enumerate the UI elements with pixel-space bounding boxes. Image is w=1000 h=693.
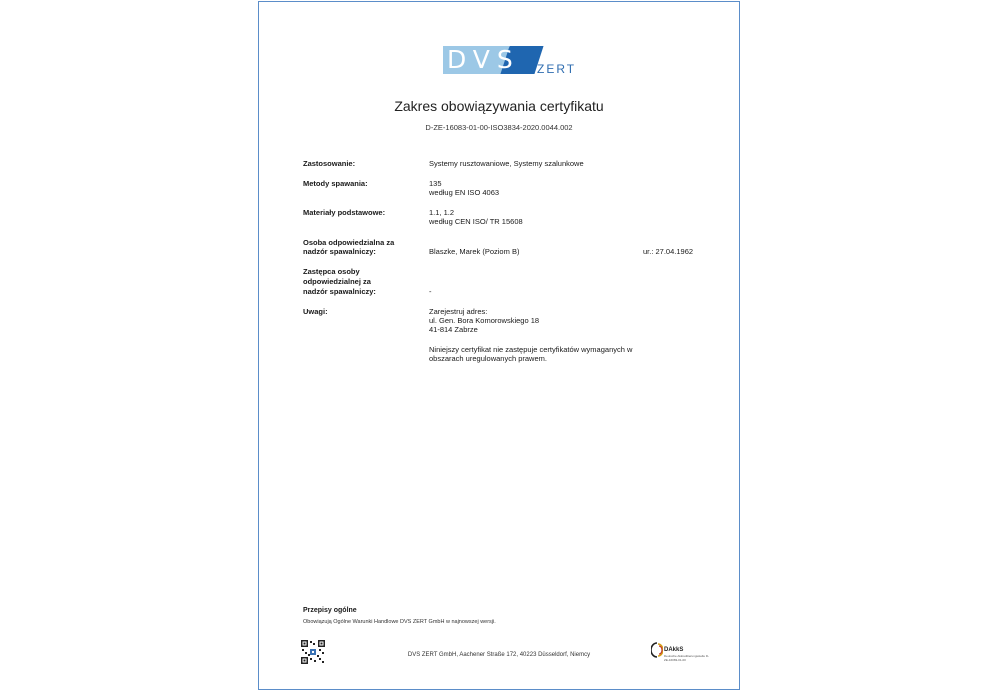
dakks-accreditation-mark [651,642,711,668]
certificate-page [258,1,740,690]
deputy-label-line1: Zastępca osoby [303,267,360,276]
methods-label: Metody spawania: [303,179,368,188]
responsible-label-line1: Osoba odpowiedzialna za [303,238,395,247]
methods-standard: według EN ISO 4063 [429,188,500,197]
remarks-label: Uwagi: [303,307,328,316]
general-provisions-heading: Przepisy ogólne [303,607,357,614]
materials-value: 1.1, 1.2 [429,208,455,217]
remarks-address-line1: Zarejestruj adres: [429,307,488,316]
dakks-name: DAkkS [664,647,684,653]
remarks-address-line3: 41-814 Zabrze [429,325,478,334]
logo-suffix: ZERT [537,62,577,76]
application-label: Zastosowanie: [303,159,356,168]
general-provisions-text: Obowiązują Ogólne Warunki Handlowe DVS ZERT GmbH w najnowszej wersji. [303,619,496,625]
remarks-note-line2: obszarach uregulowanych prawem. [429,354,547,363]
remarks-note-line1: Niniejszy certyfikat nie zastępuje certyfikatów wymaganych w [429,345,633,354]
deputy-value: - [429,287,432,296]
methods-value: 135 [429,179,442,188]
application-value: Systemy rusztowaniowe, Systemy szalunkowe [429,159,584,168]
dakks-logo-icon [651,642,663,658]
responsible-birthdate: ur.: 27.04.1962 [643,247,694,256]
responsible-value: Blaszke, Marek (Poziom B) [429,247,520,256]
materials-standard: według CEN ISO/ TR 15608 [429,217,523,226]
company-address: DVS ZERT GmbH, Aachener Straße 172, 40223 Düsseldorf, Niemcy [407,652,591,658]
document-id: D-ZE-16083-01-00-ISO3834-2020.0044.002 [425,123,573,132]
dvs-zert-logo [443,46,575,78]
responsible-label-line2: nadzór spawalniczy: [303,247,376,256]
logo-letters: DVS [447,45,520,74]
page-title: Zakres obowiązywania certyfikatu [394,98,604,114]
remarks-address-line2: ul. Gen. Bora Komorowskiego 18 [429,316,540,325]
dakks-subtext: Deutsche Akkreditierungsstelle D-ZE-16083-01-00 [664,654,710,662]
materials-label: Materiały podstawowe: [303,208,386,217]
deputy-label-line3: nadzór spawalniczy: [303,287,376,296]
deputy-label-line2: odpowiedzialnej za [303,277,371,286]
